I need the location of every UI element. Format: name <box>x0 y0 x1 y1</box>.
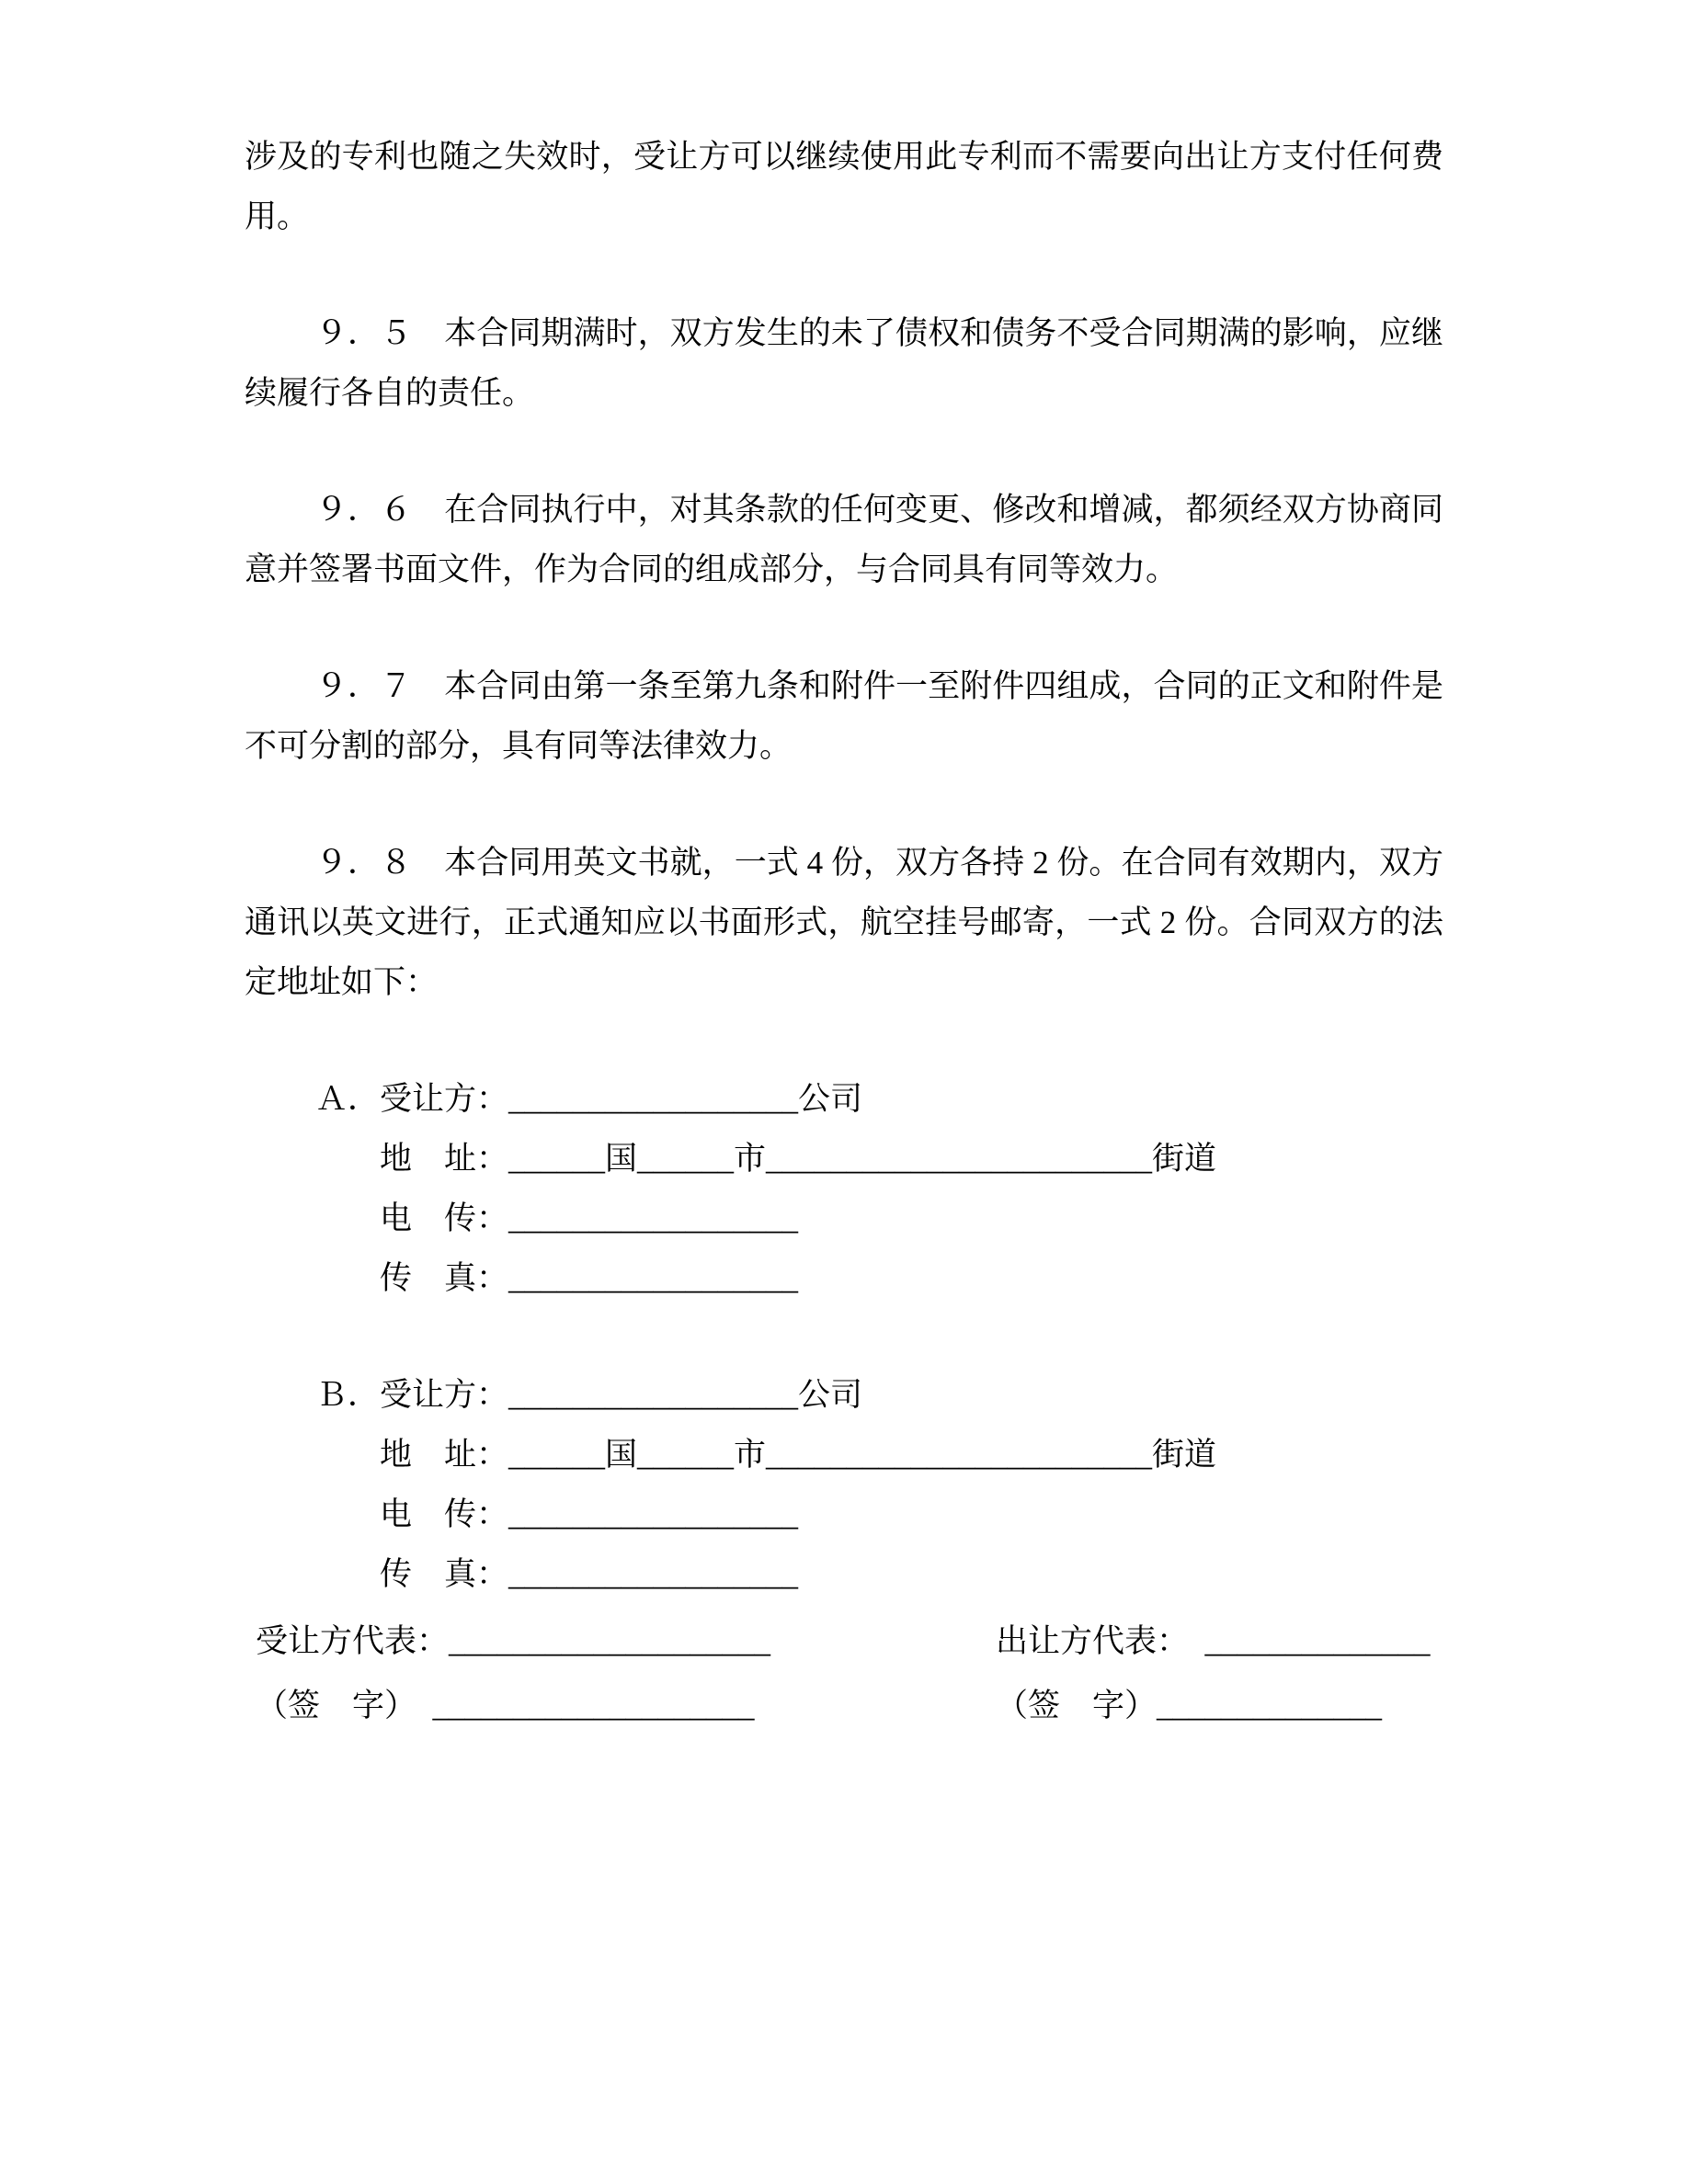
party-b-fax-line: 传 真：__________________ <box>380 1556 799 1592</box>
paragraph-9-5: ９．５ 本合同期满时，双方发生的未了债权和债务不受合同期满的影响，应继续履行各自的责任。 <box>245 315 1443 411</box>
party-a-address-line: 地 址：______国______市________________________街道 <box>380 1141 1217 1177</box>
party-b-name-line: Ｂ．受让方：__________________公司 <box>315 1377 863 1413</box>
paragraph-9-8: ９．８ 本合同用英文书就，一式 4 份，双方各持 2 份。在合同有效期内，双方通讯以英文进行，正式通知应以书面形式，航空挂号邮寄，一式 2 份。合同双方的法定地址如下： <box>245 845 1443 1000</box>
transferor-representative-line: 出让方代表： ______________ <box>996 1623 1431 1659</box>
party-a-block <box>245 1069 1443 1308</box>
party-a-fax-line: 传 真：__________________ <box>380 1260 799 1296</box>
paragraph-continuation: 涉及的专利也随之失效时，受让方可以继续使用此专利而不需要向出让方支付任何费用。 <box>245 139 1443 234</box>
signature-row-representatives <box>245 1610 1443 1674</box>
party-a-telex-line: 电 传：__________________ <box>380 1200 799 1236</box>
paragraph-9-6: ９．６ 在合同执行中，对其条款的任何变更、修改和增减，都须经双方协商同意并签署书面文件，作为合同的组成部分，与合同具有同等效力。 <box>245 492 1443 587</box>
transferee-signature-line: （签 字） ____________________ <box>256 1688 755 1723</box>
transferor-signature-line: （签 字）______________ <box>996 1688 1383 1723</box>
party-b-block <box>245 1365 1443 1604</box>
party-b-address-line: 地 址：______国______市________________________街道 <box>380 1437 1217 1473</box>
transferee-representative-line: 受让方代表：____________________ <box>256 1623 771 1659</box>
signature-row-signatures <box>245 1674 1443 1738</box>
party-b-telex-line: 电 传：__________________ <box>380 1496 799 1532</box>
party-a-name-line: Ａ．受让方：__________________公司 <box>315 1081 863 1117</box>
paragraph-9-7: ９．７ 本合同由第一条至第九条和附件一至附件四组成，合同的正文和附件是不可分割的部分，具有同等法律效力。 <box>245 668 1443 764</box>
